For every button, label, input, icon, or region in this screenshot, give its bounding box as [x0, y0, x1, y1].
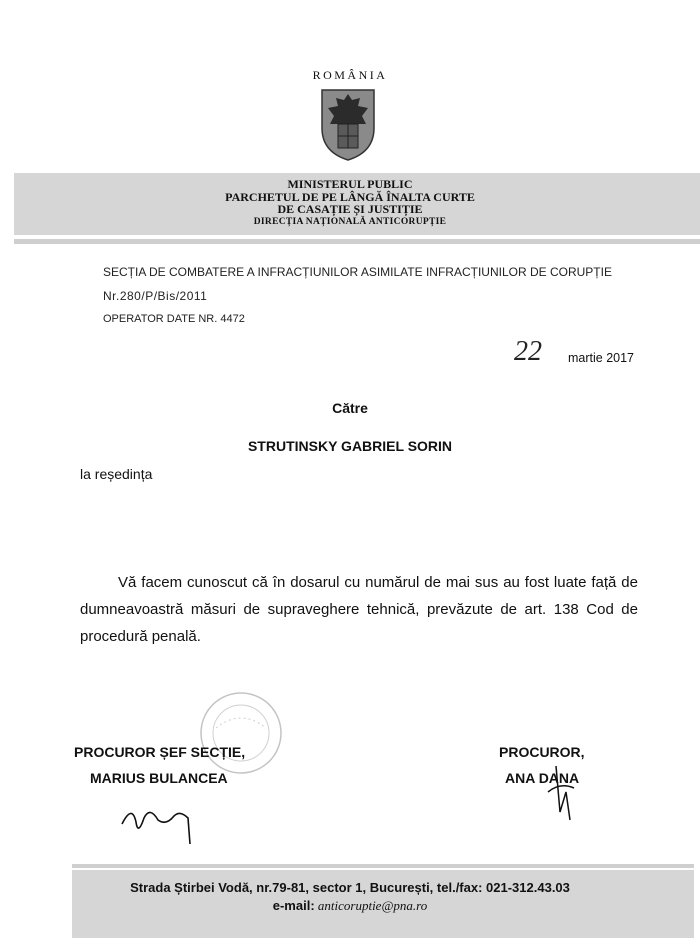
institution-header: [0, 178, 700, 228]
file-number: Nr.280/P/Bis/2011: [103, 289, 208, 303]
right-signatory-name: ANA DANA: [505, 770, 580, 786]
right-signatory-title: PROCUROR,: [499, 744, 585, 760]
ministry-name: MINISTERUL PUBLIC: [287, 177, 413, 191]
footer-address: Strada Știrbei Vodă, nr.79-81, sector 1, București, tel./fax: 021-312.43.03: [130, 880, 570, 895]
body-paragraph: Vă facem cunoscut că în dosarul cu numărul de mai sus au fost luate față de dumneavoastră măsuri de supraveghere tehnică, prevăzute de art. 138 Cod de procedură penală.: [80, 574, 638, 645]
date-month-year: martie 2017: [568, 351, 635, 365]
to-label: Către: [332, 400, 368, 416]
recipient-name: STRUTINSKY GABRIEL SORIN: [247, 438, 453, 454]
email-address[interactable]: anticoruptie@pna.ro: [317, 898, 428, 913]
right-signature-icon: [540, 762, 584, 832]
left-signature-icon: [118, 796, 208, 852]
recipient-location: la reședința: [80, 466, 153, 482]
coat-of-arms-icon: [318, 84, 378, 162]
office-line-1: PARCHETUL DE PE LÂNGĂ ÎNALTA CURTE: [225, 189, 475, 204]
operator-number: OPERATOR DATE NR. 4472: [103, 313, 245, 325]
left-signatory-title: PROCUROR ȘEF SECȚIE,: [74, 744, 246, 760]
left-signatory-name: MARIUS BULANCEA: [90, 770, 228, 786]
directorate-name: DIRECȚIA NAȚIONALĂ ANTICORUPȚIE: [253, 216, 447, 227]
country-name: ROMÂNIA: [312, 68, 388, 82]
footer-divider: [72, 864, 694, 868]
header-divider: [14, 239, 700, 244]
date-day: 22: [514, 336, 542, 367]
office-line-2: DE CASAȚIE ȘI JUSTIȚIE: [277, 202, 423, 216]
email-label: e-mail:: [272, 898, 315, 913]
section-name: SECȚIA DE COMBATERE A INFRACȚIUNILOR ASIMILATE INFRACȚIUNILOR DE CORUPȚIE: [103, 265, 612, 279]
footer-email-line: [0, 898, 700, 914]
stamp-icon: [196, 688, 286, 778]
